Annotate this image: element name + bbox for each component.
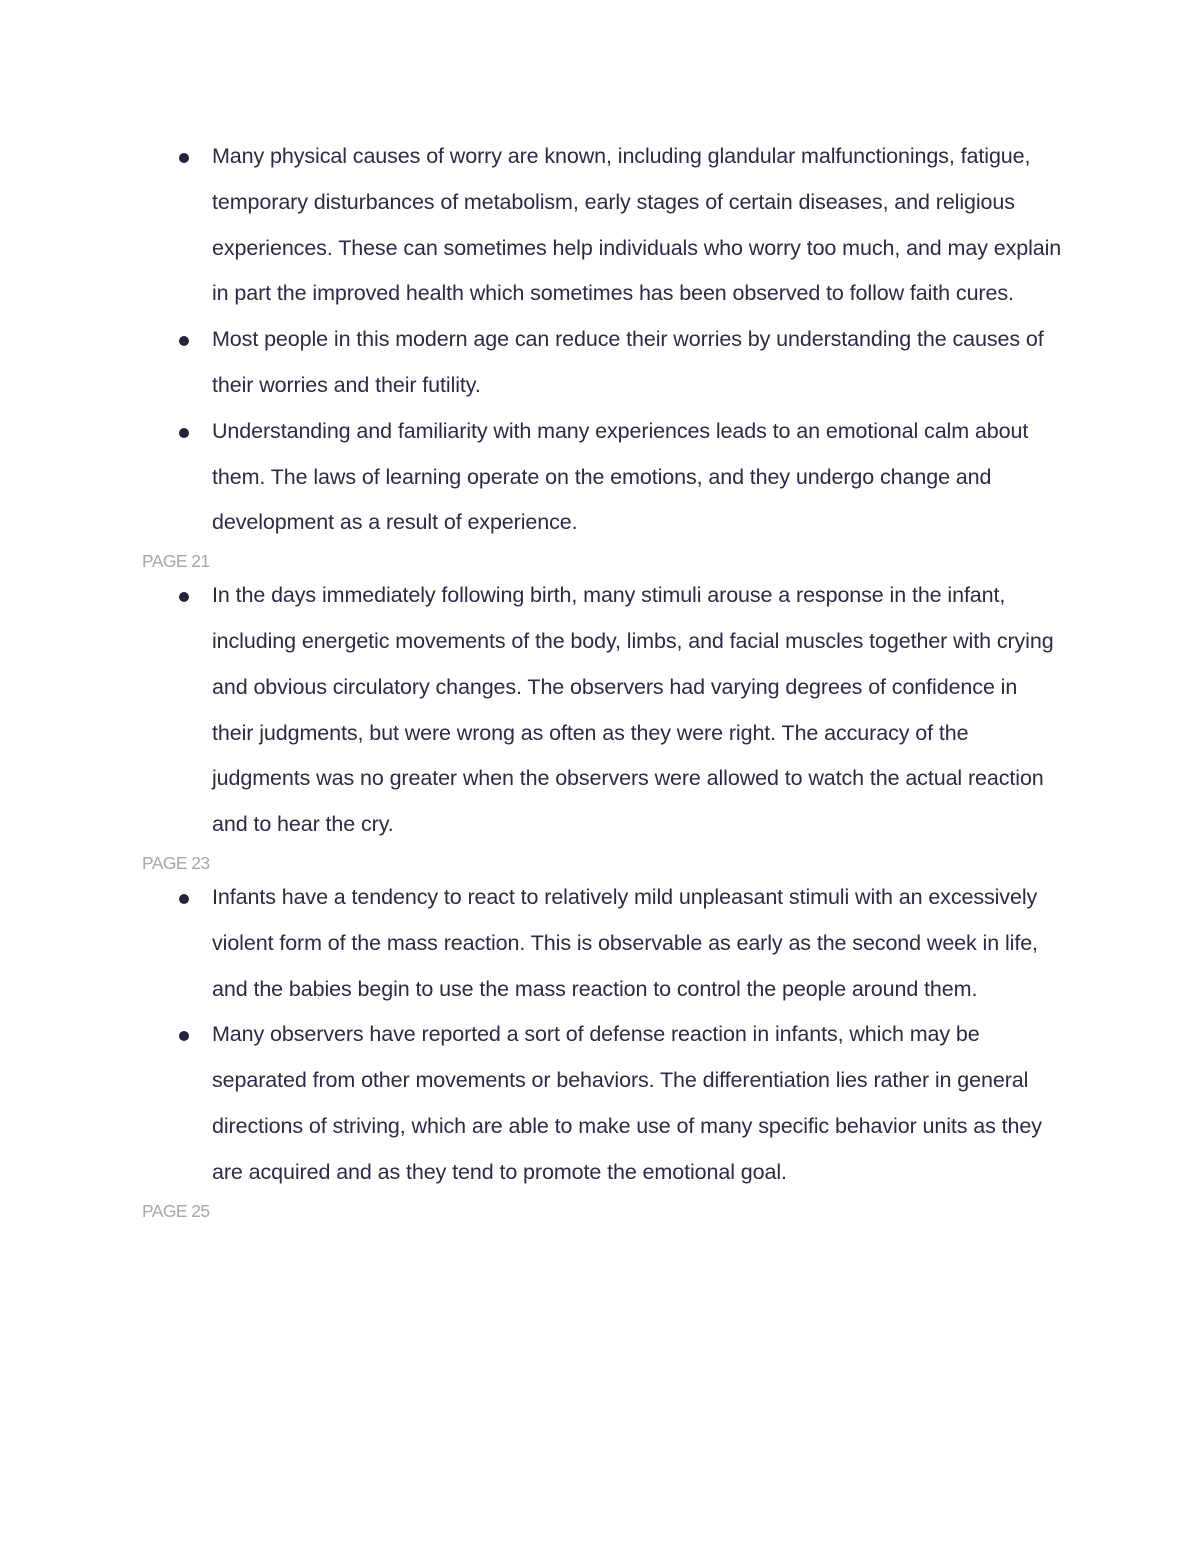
list-item: [0, 134, 1062, 317]
list-item-text: In the days immediately following birth, many stimuli arouse a response in the infant, including energetic movements of the body, limbs, and facial muscles together with crying and obvious circulatory changes. The observers had varying degrees of confidence in their judgments, but were wrong as often as they were right. The accuracy of the judgments was no greater when the observers were allowed to watch the actual reaction and to hear the cry.: [212, 583, 1054, 837]
bullet-list: [0, 875, 1200, 1196]
bullet-icon: [179, 1031, 189, 1041]
list-item-text: Most people in this modern age can reduce their worries by understanding the causes of their worries and their futility.: [212, 327, 1044, 397]
list-item: [0, 573, 1062, 848]
bullet-icon: [179, 428, 189, 438]
page-reference-label: PAGE 21: [142, 551, 210, 572]
bullet-list: [0, 134, 1200, 546]
notes-section: [0, 573, 1200, 874]
list-item: [0, 1012, 1062, 1195]
page-reference-label: PAGE 25: [142, 1200, 210, 1221]
bullet-list: [0, 573, 1200, 848]
bullet-icon: [179, 592, 189, 602]
notes-section: [0, 134, 1200, 572]
list-item: [0, 317, 1062, 409]
bullet-icon: [179, 153, 189, 163]
list-item-text: Infants have a tendency to react to relatively mild unpleasant stimuli with an excessively violent form of the mass reaction. This is observable as early as the second week in life, and the babies begin to use the mass reaction to control the people around them.: [212, 884, 1038, 1001]
list-item-text: Understanding and familiarity with many experiences leads to an emotional calm about them. The laws of learning operate on the emotions, and they undergo change and development as a result of experience.: [212, 418, 1029, 535]
list-item-text: Many physical causes of worry are known, including glandular malfunctionings, fatigue, temporary disturbances of metabolism, early stages of certain diseases, and religious experiences. These can sometimes help individuals who worry too much, and may explain in part the improved health which sometimes has been observed to follow faith cures.: [212, 144, 1062, 306]
page-reference-label: PAGE 23: [142, 852, 210, 873]
list-item: [0, 409, 1062, 546]
bullet-icon: [179, 336, 189, 346]
notes-section: [0, 875, 1200, 1222]
bullet-icon: [179, 894, 189, 904]
list-item-text: Many observers have reported a sort of defense reaction in infants, which may be separated from other movements or behaviors. The differentiation lies rather in general directions of striving, which are able to make use of many specific behavior units as they are acquired and as they tend to promote the emotional goal.: [212, 1022, 1042, 1184]
list-item: [0, 875, 1062, 1012]
document-body: [0, 134, 1200, 1223]
